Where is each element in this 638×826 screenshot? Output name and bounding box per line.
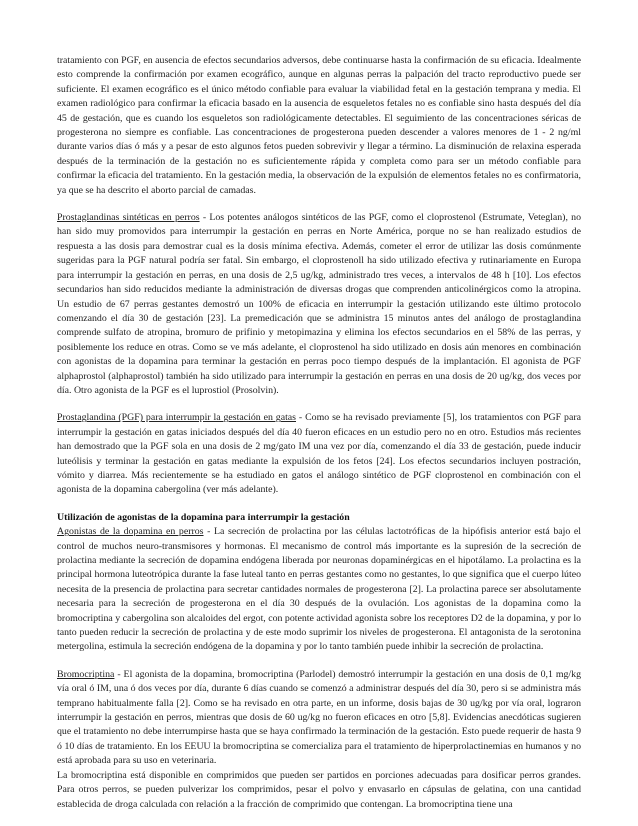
paragraph-text: La bromocriptina está disponible en comprimidos que pueden ser partidos en porciones adecuadas para dosificar perros grandes. Para otros perros, se pueden pulverizar los comprimidos, pesar el polvo y envasarlo en cápsulas de gelatina, con una cantidad establecida de droga calculada con relación a la fracción de comprimido que contengan. La bromocriptina tiene una <box>57 769 581 810</box>
paragraph-prostaglandin-cats <box>57 411 581 497</box>
section-lead-prostaglandin-cats: Prostaglandina (PGF) para interrumpir la gestación en gatas <box>57 412 297 424</box>
paragraph-bromocriptine-tablets <box>57 769 581 812</box>
paragraph-text: - La secreción de prolactina por las células lactotróficas de la hipófisis anterior está bajo el control de muchos neuro-transmisores y hormonas. El mecanismo de control más importante es la supresión de la secreción de prolactina mediante la secreción de dopamina endógena liberada por neuronas dopaminérgicas en el hipotálamo. La prolactina es la principal hormona luteotrópica durante la fase luteal tanto en perras gestantes como no gestantes, lo que significa que el cuerpo lúteo necesita de la presencia de prolactina para secretar cantidades normales de progesterona [2]. La prolactina parece ser absolutamente necesaria para la secreción de progesterona en el día 30 después de la ovulación. Los agonistas de la dopamina como la bromocriptina y cabergolina son alcaloides del ergot, con potente actividad agonista sobre los receptores D2 de la dopamina, y por lo tanto pueden reducir la secreción de prolactina y de este modo suprimir los niveles de progesterona. El antagonista de la serotonina metergolina, estimula la secreción endógena de la dopamina y por lo tanto también puede inhibir la secreción de prolactina. <box>57 526 581 653</box>
section-heading-dopamine-agonists: Utilización de agonistas de la dopamina para interrumpir la gestación <box>57 511 350 523</box>
paragraph-dopamine-agonists-dogs <box>57 525 581 655</box>
paragraph-pgf-efficacy-confirmation <box>57 54 581 198</box>
paragraph-bromocriptine <box>57 668 581 769</box>
paragraph-text: tratamiento con PGF, en ausencia de efectos secundarios adversos, debe continuarse hasta la confirmación de su eficacia. Idealmente esto comprende la confirmación por examen ecográfico, aunque en algunas perras la palpación del tracto reproductivo puede ser suficiente. El examen ecográfico es el único método confiable para evaluar la viabilidad fetal en la gestación temprana y media. El examen radiológico para confirmar la eficacia basado en la ausencia de esqueletos fetales no es confiable sino hasta después del día 45 de gestación, que es cuando los esqueletos son radiológicamente detectables. El seguimiento de las concentraciones séricas de progesterona no siempre es confiable. Las concentraciones de progesterona pueden descender a valores menores de 1 - 2 ng/ml durante varios días ó más y a pesar de esto algunos fetos pueden sobrevivir y llegar a término. La disminución de relaxina esperada después de la terminación de la gestación no es suficientemente rápida y completa como para ser un método confiable para confirmar la eficacia del tratamiento. En la gestación media, la observación de la expulsión de elementos fetales no es confirmatoria, ya que se ha descrito el aborto parcial de camadas. <box>57 55 581 196</box>
paragraph-text: - Los potentes análogos sintéticos de las PGF, como el cloprostenol (Estrumate, Veteglan), no han sido muy promovidos para interrumpir la gestación en perras en Norte América, porque no se han realizado estudios de respuesta a las dosis para demostrar cual es la dosis mínima efectiva. Además, cometer el error de utilizar las dosis comúnmente sugeridas para la PGF natural podría ser fatal. Sin embargo, el cloprostenoll ha sido utilizado efectiva y rutinariamente en Europa para interrumpir la gestación en perras, en una dosis de 2,5 ug/kg, administrado tres veces, a intervalos de 48 h [10]. Los efectos secundarios han sido reducidos mediante la administración de diversas drogas que comprenden anticolinérgicos como la atropina. Un estudio de 67 perras gestantes demostró un 100% de eficacia en interrumpir la gestación utilizando este último protocolo comenzando el día 30 de gestación [23]. La premedicación que se administra 15 minutos antes del análogo de prostaglandina comprende sulfato de atropina, bromuro de prifinio y metopimazina y elimina los efectos secundarios en el 58% de las perras, y posiblemente los reduce en otras. Como se ve más adelante, el cloprostenol ha sido utilizado en dosis aún menores en combinación con agonistas de la dopamina para terminar la gestación en perras poco tiempo después de la implantación. El agonista de PGF alphaprostol (alphaprostol) también ha sido utilizado para interrumpir la gestación en perras en una dosis de 20 ug/kg, dos veces por día. Otro agonista de la PGF es el luprostiol (Prosolvin). <box>57 212 581 396</box>
section-lead-synthetic-prostaglandins: Prostaglandinas sintéticas en perros <box>57 212 200 224</box>
paragraph-text: - El agonista de la dopamina, bromocriptina (Parlodel) demostró interrumpir la gestación en una dosis de 0,1 mg/kg vía oral ó IM, una ó dos veces por día, durante 6 días cuando se comenzó a administrar después del día 30, pero si se administra más temprano habitualmente falla [2]. Como se ha revisado en otra parte, en un informe, dosis bajas de 30 ug/kg por vía oral, lograron interrumpir la gestación en perros, mientras que dosis de 60 ug/kg no fueron eficaces en otro [5,8]. Evidencias anecdóticas sugieren que el tratamiento no debe interrumpirse hasta que se haya confirmado la terminación de la gestación. Esto puede requerir de hasta 9 ó 10 días de tratamiento. En los EEUU la bromocriptina se comercializa para el tratamiento de hiperprolactinemias en humanos y no está aprobada para su uso en veterinaria. <box>57 668 581 767</box>
paragraph-text: - Como se ha revisado previamente [5], los tratamientos con PGF para interrumpir la gestación en gatas iniciados después del día 40 fueron eficaces en un estudio pero no en otro. Estudios más recientes han demostrado que la PGF sola en una dosis de 2 mg/gato IM una vez por día, comenzando el día 33 de gestación, puede inducir luteólisis y terminar la gestación en gatas mediante la expulsión de los fetos [24]. Los efectos secundarios incluyen postración, vómito y diarrea. Más recientemente se ha estudiado en gatos el análogo sintético de PGF cloprostenol en combinación con el agonista de la dopamina cabergolina (ver más adelante). <box>57 412 581 496</box>
paragraph-synthetic-prostaglandins-dogs <box>57 211 581 398</box>
section-lead-dopamine-agonists: Agonistas de la dopamina en perros <box>57 526 204 538</box>
section-lead-bromocriptine: Bromocriptina <box>57 668 115 680</box>
